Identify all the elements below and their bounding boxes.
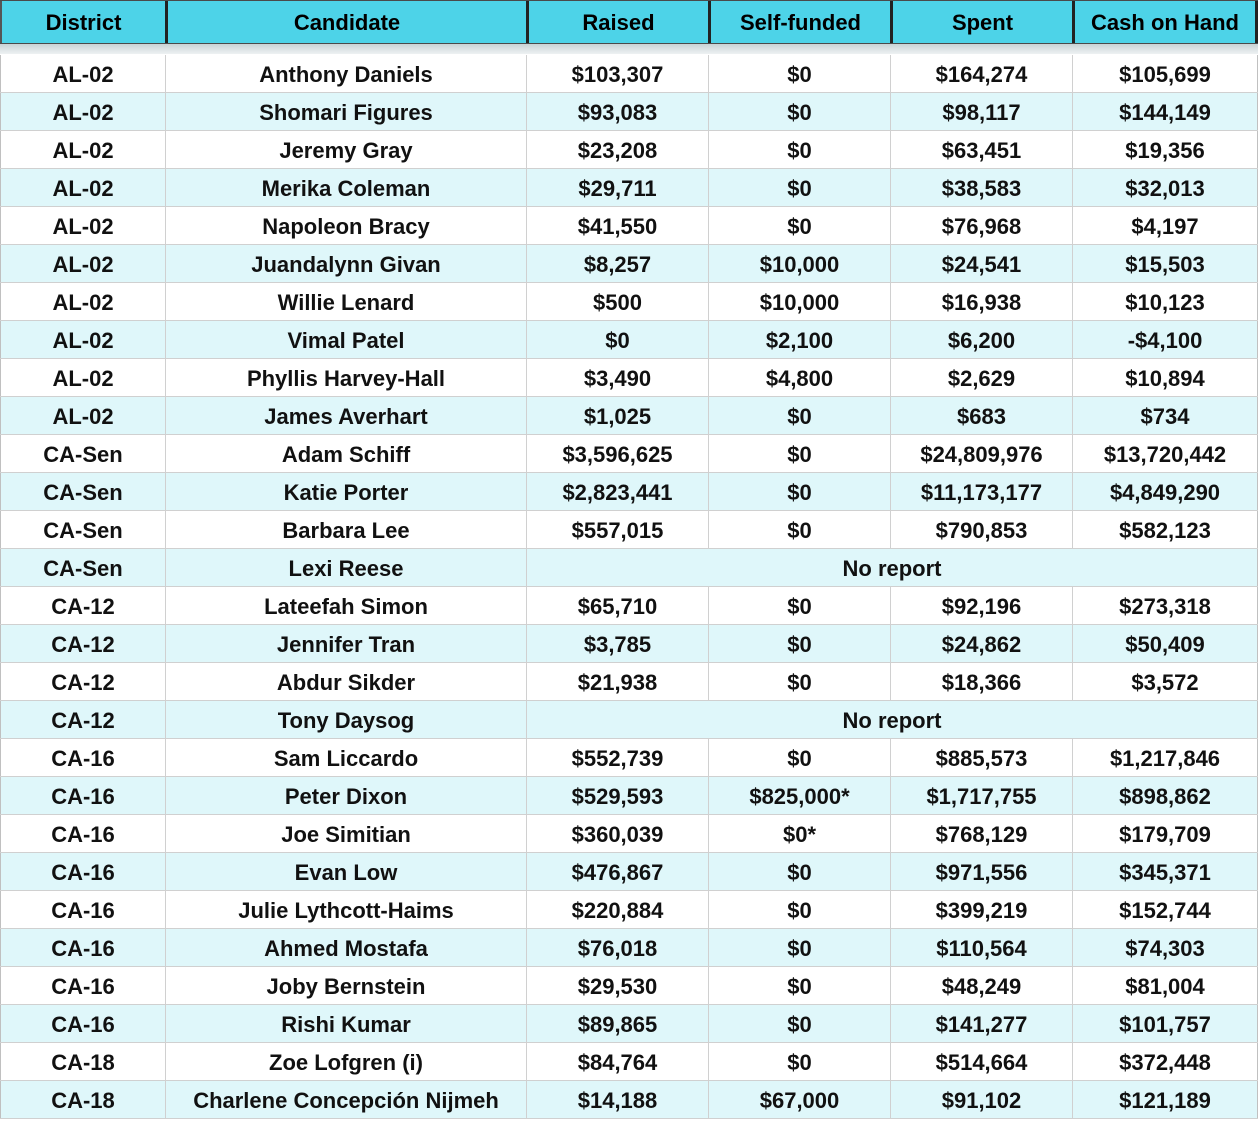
cell-cash-on-hand[interactable]: $50,409 (1072, 625, 1258, 662)
cell-candidate[interactable]: Merika Coleman (165, 169, 526, 206)
cell-cash-on-hand[interactable]: $582,123 (1072, 511, 1258, 548)
cell-district[interactable]: CA-Sen (0, 549, 165, 586)
cell-self-funded[interactable]: $0 (708, 1005, 890, 1042)
cell-candidate[interactable]: Shomari Figures (165, 93, 526, 130)
cell-spent[interactable]: $38,583 (890, 169, 1072, 206)
cell-spent[interactable]: $399,219 (890, 891, 1072, 928)
cell-raised[interactable]: $1,025 (526, 397, 708, 434)
cell-spent[interactable]: $24,862 (890, 625, 1072, 662)
cell-district[interactable]: AL-02 (0, 131, 165, 168)
cell-cash-on-hand[interactable]: $372,448 (1072, 1043, 1258, 1080)
cell-candidate[interactable]: Sam Liccardo (165, 739, 526, 776)
table-row (0, 777, 1258, 815)
cell-candidate[interactable]: Charlene Concepción Nijmeh (165, 1081, 526, 1118)
cell-district[interactable]: CA-12 (0, 625, 165, 662)
column-header-district[interactable]: District (0, 1, 165, 43)
cell-self-funded[interactable]: $0 (708, 929, 890, 966)
cell-candidate[interactable]: Jeremy Gray (165, 131, 526, 168)
cell-raised[interactable]: $21,938 (526, 663, 708, 700)
cell-candidate[interactable]: Joe Simitian (165, 815, 526, 852)
cell-spent[interactable]: $24,809,976 (890, 435, 1072, 472)
cell-district[interactable]: AL-02 (0, 245, 165, 282)
cell-district[interactable]: AL-02 (0, 397, 165, 434)
cell-self-funded[interactable]: $0 (708, 853, 890, 890)
table-row (0, 815, 1258, 853)
cell-district[interactable]: CA-12 (0, 587, 165, 624)
table-row (0, 93, 1258, 131)
cell-self-funded[interactable]: $0 (708, 663, 890, 700)
cell-self-funded[interactable]: $0 (708, 739, 890, 776)
table-row (0, 169, 1258, 207)
cell-raised[interactable]: $29,711 (526, 169, 708, 206)
cell-cash-on-hand[interactable]: $4,197 (1072, 207, 1258, 244)
cell-cash-on-hand[interactable]: $101,757 (1072, 1005, 1258, 1042)
cell-cash-on-hand[interactable]: -$4,100 (1072, 321, 1258, 358)
cell-cash-on-hand[interactable]: $152,744 (1072, 891, 1258, 928)
table-row (0, 1081, 1258, 1119)
cell-candidate[interactable]: Barbara Lee (165, 511, 526, 548)
cell-self-funded[interactable]: $0 (708, 93, 890, 130)
column-header-spent[interactable]: Spent (890, 1, 1072, 43)
cell-self-funded[interactable]: $0 (708, 473, 890, 510)
table-row (0, 549, 1258, 587)
cell-raised[interactable]: $76,018 (526, 929, 708, 966)
table-row (0, 587, 1258, 625)
cell-candidate[interactable]: Ahmed Mostafa (165, 929, 526, 966)
cell-raised[interactable]: $3,596,625 (526, 435, 708, 472)
cell-spent[interactable]: $2,629 (890, 359, 1072, 396)
cell-spent[interactable]: $18,366 (890, 663, 1072, 700)
cell-spent[interactable]: $790,853 (890, 511, 1072, 548)
cell-raised[interactable]: $41,550 (526, 207, 708, 244)
cell-self-funded[interactable]: $0 (708, 55, 890, 92)
cell-self-funded[interactable]: $10,000 (708, 283, 890, 320)
cell-candidate[interactable]: Adam Schiff (165, 435, 526, 472)
cell-district[interactable]: CA-16 (0, 929, 165, 966)
cell-spent[interactable]: $48,249 (890, 967, 1072, 1004)
cell-candidate[interactable]: Juandalynn Givan (165, 245, 526, 282)
table-body (0, 55, 1258, 1119)
cell-spent[interactable]: $768,129 (890, 815, 1072, 852)
cell-cash-on-hand[interactable]: $179,709 (1072, 815, 1258, 852)
cell-cash-on-hand[interactable]: $10,894 (1072, 359, 1258, 396)
cell-district[interactable]: CA-16 (0, 1005, 165, 1042)
table-row (0, 359, 1258, 397)
cell-cash-on-hand[interactable]: $10,123 (1072, 283, 1258, 320)
table-row (0, 853, 1258, 891)
cell-raised[interactable]: $8,257 (526, 245, 708, 282)
cell-spent[interactable]: $885,573 (890, 739, 1072, 776)
cell-cash-on-hand[interactable]: $3,572 (1072, 663, 1258, 700)
cell-cash-on-hand[interactable]: $345,371 (1072, 853, 1258, 890)
cell-raised[interactable]: $476,867 (526, 853, 708, 890)
table-row (0, 739, 1258, 777)
cell-candidate[interactable]: James Averhart (165, 397, 526, 434)
cell-candidate[interactable]: Evan Low (165, 853, 526, 890)
table-row (0, 397, 1258, 435)
cell-cash-on-hand[interactable]: $898,862 (1072, 777, 1258, 814)
table-row (0, 891, 1258, 929)
cell-raised[interactable]: $360,039 (526, 815, 708, 852)
cell-candidate[interactable]: Willie Lenard (165, 283, 526, 320)
cell-candidate[interactable]: Tony Daysog (165, 701, 526, 738)
cell-district[interactable]: CA-Sen (0, 473, 165, 510)
table-row (0, 511, 1258, 549)
cell-self-funded[interactable]: $0 (708, 891, 890, 928)
cell-spent[interactable]: $11,173,177 (890, 473, 1072, 510)
cell-self-funded[interactable]: $67,000 (708, 1081, 890, 1118)
column-header-raised[interactable]: Raised (526, 1, 708, 43)
cell-spent[interactable]: $91,102 (890, 1081, 1072, 1118)
cell-cash-on-hand[interactable]: $105,699 (1072, 55, 1258, 92)
cell-spent[interactable]: $6,200 (890, 321, 1072, 358)
cell-spent[interactable]: $76,968 (890, 207, 1072, 244)
cell-candidate[interactable]: Napoleon Bracy (165, 207, 526, 244)
table-row (0, 967, 1258, 1005)
cell-self-funded[interactable]: $825,000* (708, 777, 890, 814)
cell-spent[interactable]: $16,938 (890, 283, 1072, 320)
cell-raised[interactable]: $23,208 (526, 131, 708, 168)
cell-district[interactable]: CA-16 (0, 815, 165, 852)
table-row (0, 1005, 1258, 1043)
table-row (0, 207, 1258, 245)
cell-self-funded[interactable]: $0 (708, 1043, 890, 1080)
cell-spent[interactable]: $24,541 (890, 245, 1072, 282)
cell-cash-on-hand[interactable]: $734 (1072, 397, 1258, 434)
cell-raised[interactable]: $3,490 (526, 359, 708, 396)
cell-spent[interactable]: $164,274 (890, 55, 1072, 92)
column-header-cash-on-hand[interactable]: Cash on Hand (1072, 1, 1258, 43)
cell-district[interactable]: CA-16 (0, 853, 165, 890)
cell-spent[interactable]: $92,196 (890, 587, 1072, 624)
table-row (0, 701, 1258, 739)
cell-self-funded[interactable]: $2,100 (708, 321, 890, 358)
table-row (0, 245, 1258, 283)
cell-cash-on-hand[interactable]: $15,503 (1072, 245, 1258, 282)
cell-self-funded[interactable]: $0 (708, 207, 890, 244)
table-row (0, 625, 1258, 663)
cell-candidate[interactable]: Lateefah Simon (165, 587, 526, 624)
cell-raised[interactable]: $29,530 (526, 967, 708, 1004)
cell-self-funded[interactable]: $0 (708, 169, 890, 206)
cell-candidate[interactable]: Zoe Lofgren (i) (165, 1043, 526, 1080)
cell-district[interactable]: AL-02 (0, 93, 165, 130)
cell-district[interactable]: AL-02 (0, 359, 165, 396)
cell-self-funded[interactable]: $0* (708, 815, 890, 852)
cell-candidate[interactable]: Abdur Sikder (165, 663, 526, 700)
cell-district[interactable]: CA-16 (0, 891, 165, 928)
column-header-self-funded[interactable]: Self-funded (708, 1, 890, 43)
cell-self-funded[interactable]: $0 (708, 625, 890, 662)
cell-spent[interactable]: $514,664 (890, 1043, 1072, 1080)
cell-district[interactable]: CA-16 (0, 739, 165, 776)
cell-raised[interactable]: $220,884 (526, 891, 708, 928)
column-header-candidate[interactable]: Candidate (165, 1, 526, 43)
cell-district[interactable]: CA-12 (0, 701, 165, 738)
cell-district[interactable]: CA-18 (0, 1043, 165, 1080)
cell-raised[interactable]: $500 (526, 283, 708, 320)
cell-self-funded[interactable]: $0 (708, 397, 890, 434)
cell-raised[interactable]: $3,785 (526, 625, 708, 662)
cell-cash-on-hand[interactable]: $74,303 (1072, 929, 1258, 966)
cell-spent[interactable]: $141,277 (890, 1005, 1072, 1042)
cell-district[interactable]: AL-02 (0, 55, 165, 92)
cell-cash-on-hand[interactable]: $144,149 (1072, 93, 1258, 130)
table-row (0, 435, 1258, 473)
cell-self-funded[interactable]: $4,800 (708, 359, 890, 396)
cell-district[interactable]: CA-12 (0, 663, 165, 700)
cell-self-funded[interactable]: $0 (708, 587, 890, 624)
cell-district[interactable]: CA-16 (0, 967, 165, 1004)
cell-cash-on-hand[interactable]: $19,356 (1072, 131, 1258, 168)
table-row (0, 929, 1258, 967)
cell-candidate[interactable]: Joby Bernstein (165, 967, 526, 1004)
cell-raised[interactable]: $552,739 (526, 739, 708, 776)
cell-raised[interactable]: $103,307 (526, 55, 708, 92)
cell-candidate[interactable]: Vimal Patel (165, 321, 526, 358)
cell-cash-on-hand[interactable]: $121,189 (1072, 1081, 1258, 1118)
cell-no-report[interactable]: No report (526, 701, 1258, 738)
cell-spent[interactable]: $1,717,755 (890, 777, 1072, 814)
cell-self-funded[interactable]: $10,000 (708, 245, 890, 282)
table-row (0, 1043, 1258, 1081)
cell-raised[interactable]: $14,188 (526, 1081, 708, 1118)
table-row (0, 283, 1258, 321)
table-row (0, 473, 1258, 511)
table-row (0, 321, 1258, 359)
cell-raised[interactable]: $84,764 (526, 1043, 708, 1080)
cell-district[interactable]: CA-Sen (0, 511, 165, 548)
cell-cash-on-hand[interactable]: $32,013 (1072, 169, 1258, 206)
cell-raised[interactable]: $89,865 (526, 1005, 708, 1042)
cell-no-report[interactable]: No report (526, 549, 1258, 586)
table-row (0, 55, 1258, 93)
cell-candidate[interactable]: Julie Lythcott-Haims (165, 891, 526, 928)
cell-self-funded[interactable]: $0 (708, 967, 890, 1004)
cell-raised[interactable]: $0 (526, 321, 708, 358)
cell-district[interactable]: AL-02 (0, 283, 165, 320)
cell-raised[interactable]: $2,823,441 (526, 473, 708, 510)
cell-candidate[interactable]: Rishi Kumar (165, 1005, 526, 1042)
cell-raised[interactable]: $65,710 (526, 587, 708, 624)
cell-cash-on-hand[interactable]: $81,004 (1072, 967, 1258, 1004)
cell-spent[interactable]: $98,117 (890, 93, 1072, 130)
cell-raised[interactable]: $93,083 (526, 93, 708, 130)
cell-self-funded[interactable]: $0 (708, 511, 890, 548)
cell-district[interactable]: CA-18 (0, 1081, 165, 1118)
cell-district[interactable]: AL-02 (0, 169, 165, 206)
header-frozen-divider (0, 44, 1258, 54)
cell-raised[interactable]: $529,593 (526, 777, 708, 814)
cell-candidate[interactable]: Katie Porter (165, 473, 526, 510)
cell-candidate[interactable]: Lexi Reese (165, 549, 526, 586)
cell-district[interactable]: AL-02 (0, 321, 165, 358)
cell-candidate[interactable]: Peter Dixon (165, 777, 526, 814)
cell-cash-on-hand[interactable]: $4,849,290 (1072, 473, 1258, 510)
table-row (0, 663, 1258, 701)
cell-candidate[interactable]: Jennifer Tran (165, 625, 526, 662)
cell-cash-on-hand[interactable]: $1,217,846 (1072, 739, 1258, 776)
cell-candidate[interactable]: Anthony Daniels (165, 55, 526, 92)
cell-raised[interactable]: $557,015 (526, 511, 708, 548)
cell-self-funded[interactable]: $0 (708, 131, 890, 168)
cell-cash-on-hand[interactable]: $273,318 (1072, 587, 1258, 624)
cell-spent[interactable]: $683 (890, 397, 1072, 434)
table-header (0, 0, 1258, 44)
cell-district[interactable]: AL-02 (0, 207, 165, 244)
cell-spent[interactable]: $110,564 (890, 929, 1072, 966)
cell-district[interactable]: CA-Sen (0, 435, 165, 472)
cell-district[interactable]: CA-16 (0, 777, 165, 814)
cell-cash-on-hand[interactable]: $13,720,442 (1072, 435, 1258, 472)
cell-spent[interactable]: $971,556 (890, 853, 1072, 890)
cell-spent[interactable]: $63,451 (890, 131, 1072, 168)
cell-self-funded[interactable]: $0 (708, 435, 890, 472)
table-row (0, 131, 1258, 169)
cell-candidate[interactable]: Phyllis Harvey-Hall (165, 359, 526, 396)
